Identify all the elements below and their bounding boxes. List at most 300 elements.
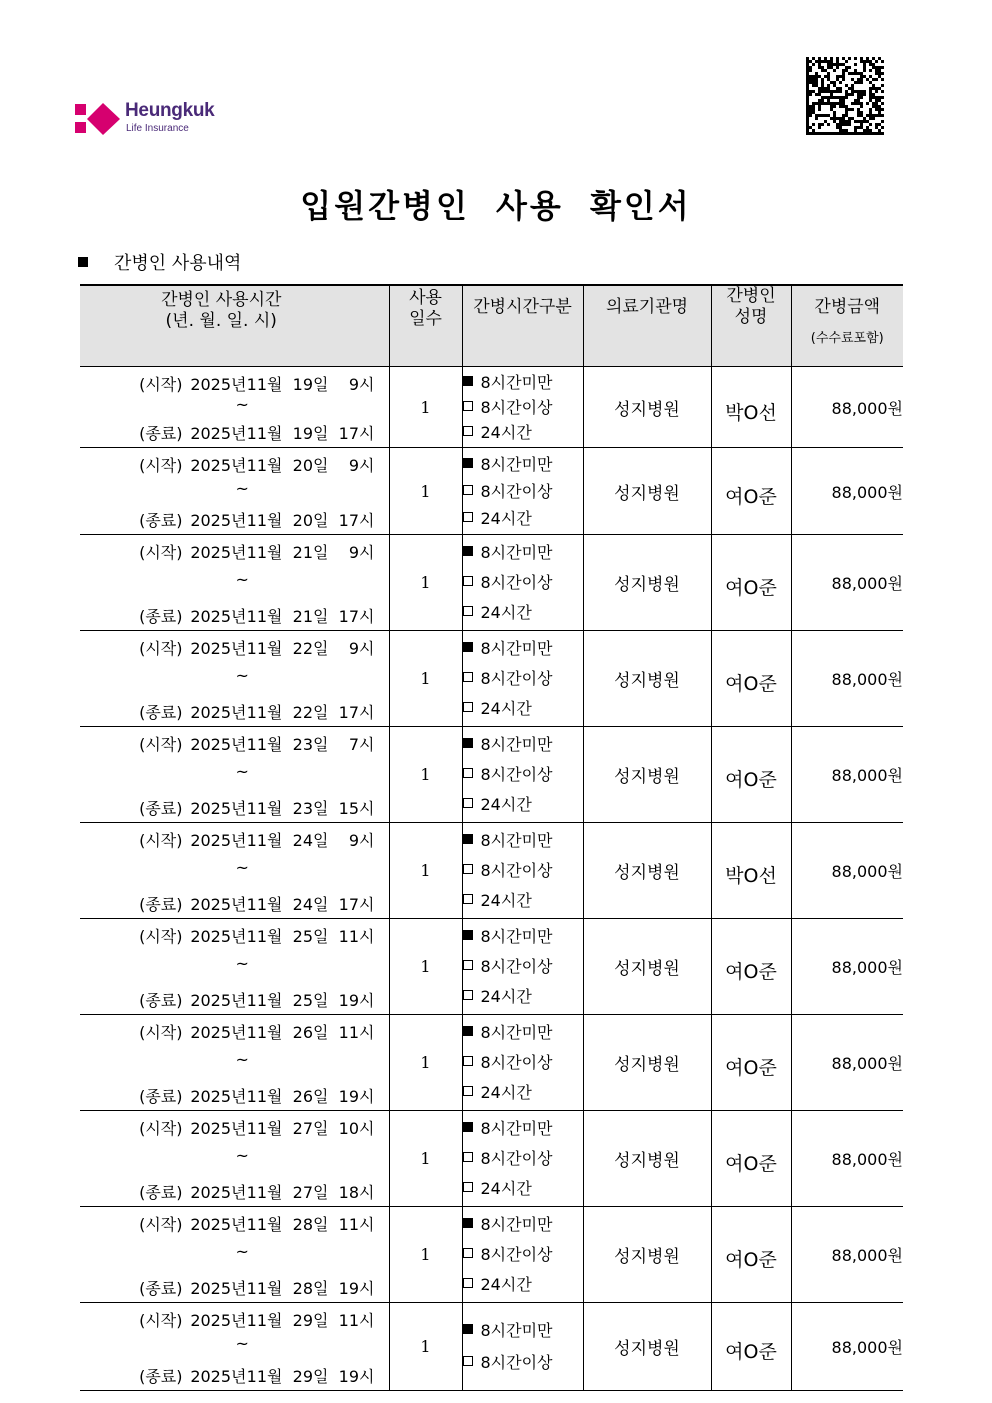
period-cell — [80, 1111, 389, 1207]
type-option-under8: 8시간미만 — [463, 634, 583, 664]
period-start — [80, 540, 375, 563]
amount-cell: 88,000원 — [791, 1303, 903, 1391]
period-day: 28일 — [292, 1278, 329, 1298]
type-option-under8: 8시간미만 — [463, 370, 583, 395]
period-year: 2025년 — [190, 374, 247, 394]
checkbox-icon — [463, 768, 473, 778]
hospital-cell: 성지병원 — [583, 1303, 711, 1391]
period-start-label: (시작) — [139, 1310, 183, 1330]
period-cell — [80, 631, 389, 727]
period-year: 2025년 — [190, 702, 247, 722]
period-end — [80, 1180, 375, 1203]
days-cell: 1 — [389, 919, 462, 1015]
header-period — [80, 285, 389, 367]
period-day: 28일 — [292, 1214, 329, 1234]
period-start — [80, 732, 375, 755]
checkbox-icon — [463, 1056, 473, 1066]
period-year: 2025년 — [190, 1086, 247, 1106]
period-year: 2025년 — [190, 455, 247, 475]
table-row — [80, 1111, 903, 1207]
checkbox-icon — [463, 546, 473, 556]
period-end — [80, 421, 375, 444]
days-cell: 1 — [389, 1207, 462, 1303]
period-hour: 9시 — [348, 638, 375, 658]
period-month: 11월 — [246, 1022, 283, 1042]
checkbox-icon — [463, 512, 473, 522]
period-start — [80, 924, 375, 947]
type-option-over8: 8시간이상 — [463, 856, 583, 886]
period-end-label: (종료) — [139, 1278, 183, 1298]
period-month: 11월 — [246, 926, 283, 946]
period-day: 29일 — [292, 1366, 329, 1386]
period-hour: 11시 — [338, 1022, 375, 1042]
table-row — [80, 1015, 903, 1111]
period-tilde: ~ — [235, 953, 249, 973]
period-hour: 19시 — [338, 1086, 375, 1106]
period-tilde: ~ — [235, 478, 249, 498]
checkbox-icon — [463, 864, 473, 874]
period-month: 11월 — [246, 1118, 283, 1138]
period-day: 19일 — [292, 374, 329, 394]
period-year: 2025년 — [190, 1366, 247, 1386]
period-cell — [80, 1207, 389, 1303]
checkbox-icon — [463, 1218, 473, 1228]
hospital-cell: 성지병원 — [583, 367, 711, 448]
period-day: 23일 — [292, 734, 329, 754]
type-option-under8: 8시간미만 — [463, 451, 583, 478]
period-cell — [80, 727, 389, 823]
period-day: 24일 — [292, 894, 329, 914]
period-day: 26일 — [292, 1086, 329, 1106]
header-days-line1: 사용 — [409, 288, 442, 308]
period-end-label: (종료) — [139, 894, 183, 914]
type-cell — [462, 367, 583, 448]
period-tilde: ~ — [235, 1333, 249, 1353]
amount-cell: 88,000원 — [791, 448, 903, 535]
header-caregiver-line2: 성명 — [734, 307, 768, 327]
period-tilde: ~ — [235, 569, 249, 589]
period-tilde: ~ — [235, 761, 249, 781]
period-end — [80, 1364, 375, 1387]
hospital-cell: 성지병원 — [583, 1111, 711, 1207]
type-cell — [462, 1111, 583, 1207]
table-row — [80, 919, 903, 1015]
checkbox-icon — [463, 930, 473, 940]
period-cell — [80, 367, 389, 448]
period-month: 11월 — [246, 702, 283, 722]
period-year: 2025년 — [190, 926, 247, 946]
period-day: 23일 — [292, 798, 329, 818]
hospital-cell: 성지병원 — [583, 1015, 711, 1111]
hospital-cell: 성지병원 — [583, 631, 711, 727]
table-row — [80, 535, 903, 631]
period-start-label: (시작) — [139, 542, 183, 562]
period-end — [80, 1084, 375, 1107]
days-cell: 1 — [389, 367, 462, 448]
period-year: 2025년 — [190, 638, 247, 658]
period-year: 2025년 — [190, 510, 247, 530]
type-option-24h: 24시간 — [463, 420, 583, 445]
period-tilde: ~ — [235, 1241, 249, 1261]
caregiver-cell: 여O준 — [711, 448, 791, 535]
caregiver-cell: 여O준 — [711, 1303, 791, 1391]
type-option-over8: 8시간이상 — [463, 395, 583, 420]
type-option-under8: 8시간미만 — [463, 1315, 583, 1347]
period-hour: 9시 — [348, 374, 375, 394]
checkbox-icon — [463, 894, 473, 904]
type-option-24h: 24시간 — [463, 694, 583, 724]
period-month: 11월 — [246, 1214, 283, 1234]
period-start-label: (시작) — [139, 455, 183, 475]
period-start-label: (시작) — [139, 638, 183, 658]
header-amount-label: 간병금액 — [814, 297, 881, 317]
period-year: 2025년 — [190, 1118, 247, 1138]
period-day: 24일 — [292, 830, 329, 850]
period-month: 11월 — [246, 734, 283, 754]
period-day: 29일 — [292, 1310, 329, 1330]
period-end — [80, 604, 375, 627]
period-tilde: ~ — [235, 1049, 249, 1069]
checkbox-icon — [463, 672, 473, 682]
period-year: 2025년 — [190, 1278, 247, 1298]
period-start-label: (시작) — [139, 830, 183, 850]
days-cell: 1 — [389, 1015, 462, 1111]
checkbox-icon — [463, 834, 473, 844]
type-option-over8: 8시간이상 — [463, 760, 583, 790]
caregiver-cell: 여O준 — [711, 1111, 791, 1207]
checkbox-icon — [463, 642, 473, 652]
qr-code-icon — [806, 57, 884, 135]
period-start-label: (시작) — [139, 734, 183, 754]
period-month: 11월 — [246, 830, 283, 850]
period-end-label: (종료) — [139, 606, 183, 626]
period-end — [80, 796, 375, 819]
amount-cell: 88,000원 — [791, 727, 903, 823]
header-period-line1: 간병인 사용시간 — [161, 290, 282, 310]
type-cell — [462, 727, 583, 823]
period-year: 2025년 — [190, 606, 247, 626]
logo-brand: Heungkuk — [125, 100, 215, 121]
period-year: 2025년 — [190, 423, 247, 443]
checkbox-icon — [463, 376, 473, 386]
period-day: 26일 — [292, 1022, 329, 1042]
table-row — [80, 1207, 903, 1303]
type-option-24h: 24시간 — [463, 1174, 583, 1204]
page-title: 입원간병인 사용 확인서 — [300, 187, 692, 225]
period-start — [80, 636, 375, 659]
period-month: 11월 — [246, 1366, 283, 1386]
amount-cell: 88,000원 — [791, 1015, 903, 1111]
section-label: 간병인 사용내역 — [114, 253, 242, 274]
period-start — [80, 1020, 375, 1043]
period-year: 2025년 — [190, 1022, 247, 1042]
period-day: 21일 — [292, 606, 329, 626]
period-tilde: ~ — [235, 1145, 249, 1165]
checkbox-icon — [463, 1248, 473, 1258]
header-caregiver-line1: 간병인 — [726, 286, 776, 306]
type-option-24h: 24시간 — [463, 1270, 583, 1300]
hospital-cell: 성지병원 — [583, 1207, 711, 1303]
period-day: 22일 — [292, 638, 329, 658]
period-hour: 15시 — [338, 798, 375, 818]
type-option-over8: 8시간이상 — [463, 478, 583, 505]
type-option-over8: 8시간이상 — [463, 664, 583, 694]
checkbox-icon — [463, 1086, 473, 1096]
table-row — [80, 823, 903, 919]
header-days — [389, 285, 462, 367]
period-year: 2025년 — [190, 798, 247, 818]
days-cell: 1 — [389, 631, 462, 727]
period-month: 11월 — [246, 798, 283, 818]
type-option-24h: 24시간 — [463, 598, 583, 628]
period-month: 11월 — [246, 1182, 283, 1202]
type-cell — [462, 631, 583, 727]
period-month: 11월 — [246, 606, 283, 626]
period-start-label: (시작) — [139, 1022, 183, 1042]
period-start-label: (시작) — [139, 1118, 183, 1138]
period-hour: 17시 — [338, 510, 375, 530]
type-cell — [462, 448, 583, 535]
type-option-over8: 8시간이상 — [463, 1144, 583, 1174]
amount-cell: 88,000원 — [791, 1111, 903, 1207]
period-end — [80, 508, 375, 531]
days-cell: 1 — [389, 535, 462, 631]
period-month: 11월 — [246, 1278, 283, 1298]
table-row — [80, 448, 903, 535]
checkbox-icon — [463, 960, 473, 970]
period-hour: 9시 — [348, 830, 375, 850]
days-cell: 1 — [389, 448, 462, 535]
amount-cell: 88,000원 — [791, 1207, 903, 1303]
period-day: 25일 — [292, 926, 329, 946]
checkbox-icon — [463, 990, 473, 1000]
type-option-24h: 24시간 — [463, 886, 583, 916]
period-day: 20일 — [292, 455, 329, 475]
period-hour: 11시 — [338, 1214, 375, 1234]
section-heading — [78, 249, 241, 275]
period-start-label: (시작) — [139, 926, 183, 946]
days-cell: 1 — [389, 1303, 462, 1391]
checkbox-icon — [463, 702, 473, 712]
days-cell: 1 — [389, 727, 462, 823]
period-day: 22일 — [292, 702, 329, 722]
period-start — [80, 1308, 375, 1331]
period-hour: 9시 — [348, 455, 375, 475]
type-option-24h: 24시간 — [463, 982, 583, 1012]
type-option-under8: 8시간미만 — [463, 1210, 583, 1240]
period-day: 20일 — [292, 510, 329, 530]
hospital-cell: 성지병원 — [583, 727, 711, 823]
header-caregiver — [711, 285, 791, 367]
period-year: 2025년 — [190, 1182, 247, 1202]
square-bullet-icon — [78, 257, 88, 267]
logo-mark-icon — [73, 102, 123, 136]
logo-subtitle: Life Insurance — [126, 123, 189, 134]
checkbox-icon — [463, 426, 473, 436]
type-option-under8: 8시간미만 — [463, 1114, 583, 1144]
type-cell — [462, 1207, 583, 1303]
period-year: 2025년 — [190, 1310, 247, 1330]
caregiver-cell: 여O준 — [711, 1207, 791, 1303]
period-hour: 11시 — [338, 1310, 375, 1330]
checkbox-icon — [463, 1278, 473, 1288]
period-end-label: (종료) — [139, 510, 183, 530]
period-end-label: (종료) — [139, 1366, 183, 1386]
period-end-label: (종료) — [139, 798, 183, 818]
period-hour: 19시 — [338, 1366, 375, 1386]
type-option-under8: 8시간미만 — [463, 538, 583, 568]
period-day: 25일 — [292, 990, 329, 1010]
period-start — [80, 372, 375, 395]
type-option-over8: 8시간이상 — [463, 1240, 583, 1270]
period-day: 21일 — [292, 542, 329, 562]
period-month: 11월 — [246, 542, 283, 562]
type-cell — [462, 535, 583, 631]
period-month: 11월 — [246, 1310, 283, 1330]
caregiver-usage-table — [80, 284, 903, 1391]
period-end-label: (종료) — [139, 423, 183, 443]
hospital-cell: 성지병원 — [583, 448, 711, 535]
caregiver-cell: 여O준 — [711, 535, 791, 631]
amount-cell: 88,000원 — [791, 535, 903, 631]
table-row — [80, 1303, 903, 1391]
period-hour: 19시 — [338, 990, 375, 1010]
period-start-label: (시작) — [139, 1214, 183, 1234]
period-day: 27일 — [292, 1118, 329, 1138]
period-start — [80, 453, 375, 476]
period-hour: 11시 — [338, 926, 375, 946]
period-hour: 7시 — [348, 734, 375, 754]
period-month: 11월 — [246, 374, 283, 394]
checkbox-icon — [463, 1026, 473, 1036]
header-days-line2: 일수 — [409, 309, 442, 329]
type-option-over8: 8시간이상 — [463, 1347, 583, 1379]
period-start — [80, 1116, 375, 1139]
period-year: 2025년 — [190, 830, 247, 850]
type-option-24h: 24시간 — [463, 1078, 583, 1108]
period-end — [80, 892, 375, 915]
checkbox-icon — [463, 1324, 473, 1334]
period-month: 11월 — [246, 423, 283, 443]
type-option-under8: 8시간미만 — [463, 826, 583, 856]
period-hour: 17시 — [338, 606, 375, 626]
period-day: 19일 — [292, 423, 329, 443]
type-cell — [462, 1015, 583, 1111]
period-hour: 18시 — [338, 1182, 375, 1202]
period-year: 2025년 — [190, 734, 247, 754]
days-cell: 1 — [389, 823, 462, 919]
type-option-over8: 8시간이상 — [463, 1048, 583, 1078]
period-tilde: ~ — [235, 394, 249, 414]
header-type: 간병시간구분 — [462, 285, 583, 367]
type-option-24h: 24시간 — [463, 505, 583, 532]
period-end-label: (종료) — [139, 990, 183, 1010]
type-option-under8: 8시간미만 — [463, 1018, 583, 1048]
period-hour: 19시 — [338, 1278, 375, 1298]
hospital-cell: 성지병원 — [583, 823, 711, 919]
header-hospital: 의료기관명 — [583, 285, 711, 367]
amount-cell: 88,000원 — [791, 367, 903, 448]
period-hour: 17시 — [338, 894, 375, 914]
caregiver-cell: 여O준 — [711, 919, 791, 1015]
type-cell — [462, 823, 583, 919]
checkbox-icon — [463, 1182, 473, 1192]
checkbox-icon — [463, 458, 473, 468]
period-start — [80, 828, 375, 851]
hospital-cell: 성지병원 — [583, 535, 711, 631]
type-option-over8: 8시간이상 — [463, 568, 583, 598]
checkbox-icon — [463, 401, 473, 411]
caregiver-cell: 여O준 — [711, 1015, 791, 1111]
period-hour: 17시 — [338, 423, 375, 443]
caregiver-cell: 박O선 — [711, 367, 791, 448]
caregiver-cell: 여O준 — [711, 727, 791, 823]
amount-cell: 88,000원 — [791, 631, 903, 727]
table-row — [80, 727, 903, 823]
period-hour: 10시 — [338, 1118, 375, 1138]
type-option-over8: 8시간이상 — [463, 952, 583, 982]
period-end — [80, 1276, 375, 1299]
period-start — [80, 1212, 375, 1235]
checkbox-icon — [463, 1356, 473, 1366]
caregiver-cell: 여O준 — [711, 631, 791, 727]
period-cell — [80, 1015, 389, 1111]
period-year: 2025년 — [190, 542, 247, 562]
period-month: 11월 — [246, 638, 283, 658]
period-tilde: ~ — [235, 665, 249, 685]
table-header-row — [80, 285, 903, 367]
period-cell — [80, 919, 389, 1015]
period-cell — [80, 1303, 389, 1391]
period-cell — [80, 448, 389, 535]
header-amount-note: (수수료포함) — [810, 331, 884, 346]
period-end — [80, 988, 375, 1011]
checkbox-icon — [463, 738, 473, 748]
period-day: 27일 — [292, 1182, 329, 1202]
period-end-label: (종료) — [139, 1086, 183, 1106]
period-month: 11월 — [246, 990, 283, 1010]
type-option-under8: 8시간미만 — [463, 730, 583, 760]
period-start-label: (시작) — [139, 374, 183, 394]
amount-cell: 88,000원 — [791, 919, 903, 1015]
period-year: 2025년 — [190, 990, 247, 1010]
type-cell — [462, 919, 583, 1015]
type-cell — [462, 1303, 583, 1391]
period-hour: 17시 — [338, 702, 375, 722]
caregiver-cell: 박O선 — [711, 823, 791, 919]
header-period-line2: (년. 월. 일. 시) — [165, 311, 277, 331]
company-logo — [73, 100, 243, 140]
checkbox-icon — [463, 576, 473, 586]
checkbox-icon — [463, 485, 473, 495]
period-cell — [80, 823, 389, 919]
period-hour: 9시 — [348, 542, 375, 562]
header-amount — [791, 285, 903, 367]
checkbox-icon — [463, 606, 473, 616]
table-row — [80, 367, 903, 448]
type-option-24h: 24시간 — [463, 790, 583, 820]
days-cell: 1 — [389, 1111, 462, 1207]
period-end-label: (종료) — [139, 1182, 183, 1202]
table-row — [80, 631, 903, 727]
period-month: 11월 — [246, 1086, 283, 1106]
period-year: 2025년 — [190, 894, 247, 914]
period-month: 11월 — [246, 894, 283, 914]
checkbox-icon — [463, 798, 473, 808]
period-end-label: (종료) — [139, 702, 183, 722]
type-option-under8: 8시간미만 — [463, 922, 583, 952]
checkbox-icon — [463, 1152, 473, 1162]
